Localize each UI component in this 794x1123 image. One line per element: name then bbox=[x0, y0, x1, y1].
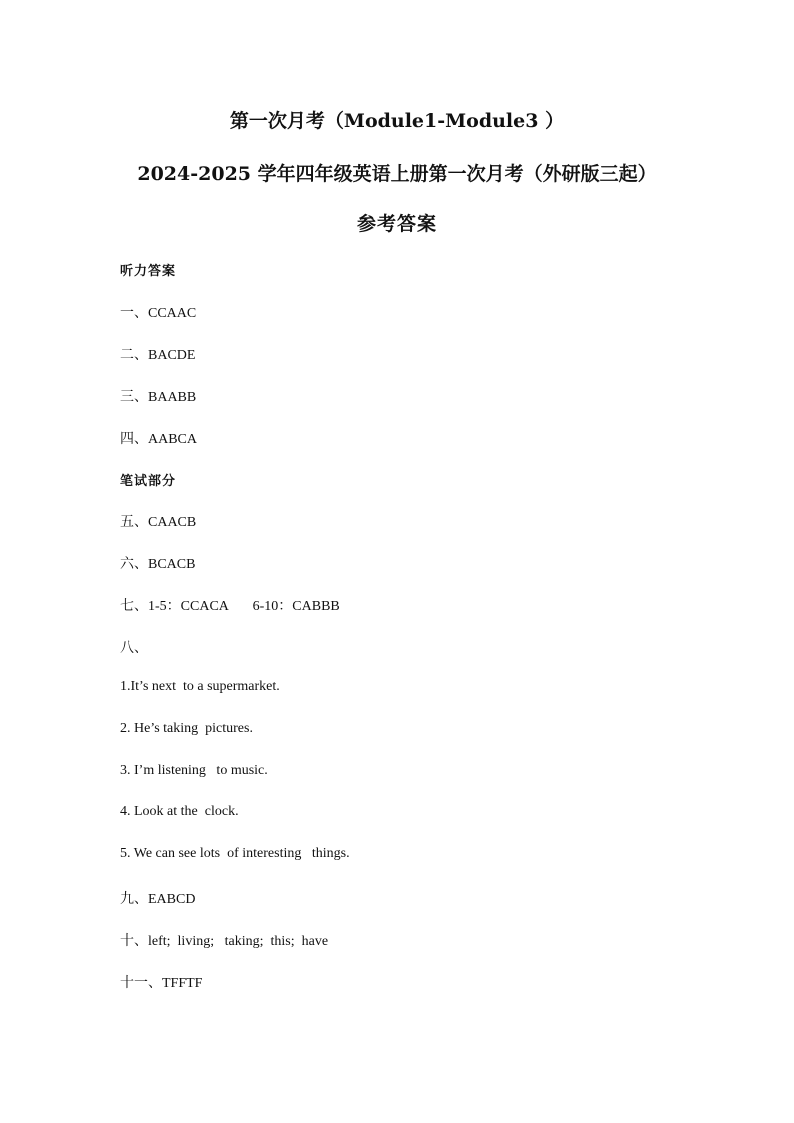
answer-line-6: 六、BCACB bbox=[120, 557, 196, 572]
answer-line-4: 四、AABCA bbox=[120, 432, 198, 447]
answer-line-10: 十、left; living; taking; this; have bbox=[120, 934, 329, 949]
answer-line-11: 十一、TFFTF bbox=[120, 976, 203, 991]
answer-line-8-3: 3. I’m listening to music. bbox=[120, 763, 268, 778]
answer-line-8-4: 4. Look at the clock. bbox=[120, 804, 239, 819]
answer-line-7: 七、1-5：CCACA 6-10：CABBB bbox=[120, 599, 340, 614]
answer-line-8-5: 5. We can see lots of interesting things. bbox=[120, 846, 350, 861]
answer-line-8: 八、 bbox=[120, 641, 148, 656]
listening-section-heading: 听力答案 bbox=[120, 264, 177, 279]
answer-key-heading: 参考答案 bbox=[356, 213, 437, 235]
answer-line-8-1: 1.It’s next to a supermarket. bbox=[120, 679, 280, 694]
answer-line-3: 三、BAABB bbox=[120, 390, 197, 405]
answer-line-8-2: 2. He’s taking pictures. bbox=[120, 721, 253, 736]
page-title: 第一次月考（Module1-Module3 ） bbox=[229, 110, 565, 132]
answer-line-1: 一、CCAAC bbox=[120, 306, 197, 321]
answer-line-5: 五、CAACB bbox=[120, 515, 197, 530]
answer-line-2: 二、BACDE bbox=[120, 348, 196, 363]
written-section-heading: 笔试部分 bbox=[120, 474, 177, 489]
page-subtitle: 2024-2025 学年四年级英语上册第一次月考（外研版三起） bbox=[137, 163, 657, 185]
answer-line-9: 九、EABCD bbox=[120, 892, 196, 907]
